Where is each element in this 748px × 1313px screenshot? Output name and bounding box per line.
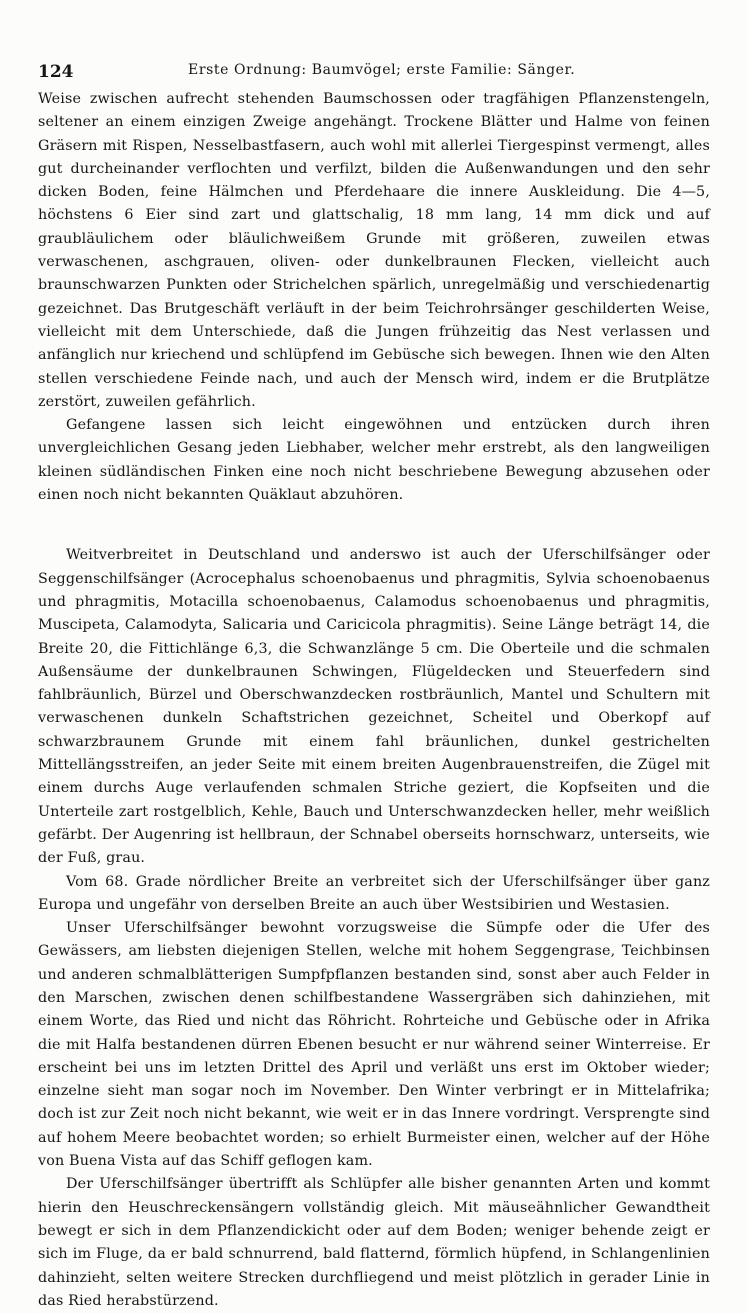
paragraph-distribution: Vom 68. Grade nördlicher Breite an verbreitet sich der Uferschilfsänger über ganz Europa und ungefähr von derselben Breite an auch über Westsibirien und Westasien. bbox=[38, 873, 710, 913]
paragraph-behaviour: Der Uferschilfsänger übertrifft als Schlüpfer alle bisher genannten Arten und kommt hierin den Heuschreckensängern vollständig gleich. Mit mäuseähnlicher Gewandtheit bewegt er sich in dem Pflanzendickicht oder auf dem Boden; weniger behende zeigt er sich im Fluge, da er bald schnurrend, bald flatternd, förmlich hüpfend, in Schlangenlinien dahinzieht, selten weitere Strecken durchfliegend und meist plötzlich in gerader Linie in das Ried herabstürzend. bbox=[38, 1176, 710, 1309]
paragraph-captivity: Gefangene lassen sich leicht eingewöhnen und entzücken durch ihren unvergleichlichen Gesang jeden Liebhaber, welcher mehr erstrebt, als den langweiligen kleinen südländischen Finken eine noch nicht beschriebene Bewegung abzusehen oder einen noch nicht bekannten Quäklaut abzuhören. bbox=[38, 417, 710, 504]
paragraph-description: Weitverbreitet in Deutschland und anderswo ist auch der Uferschilfsänger oder Seggenschilfsänger (Acrocephalus schoenobaenus und phragmitis, Sylvia schoenobaenus und phragmitis, Motacilla schoenobaenus, Calamodus schoenobaenus und phragmitis, Muscipeta, Calamodyta, Salicaria und Caricicola phragmitis). Seine Länge beträgt 14, die Breite 20, die Fittichlänge 6,3, die Schwanzlänge 5 cm. Die Oberteile und die schmalen Außensäume der dunkelbraunen Schwingen, Flügeldecken und Steuerfedern sind fahlbräunlich, Bürzel und Oberschwanzdecken rostbräunlich, Mantel und Schultern mit verwaschenen dunkeln Schaftstrichen gezeichnet, Scheitel und Oberkopf auf schwarzbraunem Grunde mit einem fahl bräunlichen, dunkel gestrichelten Mittellängsstreifen, an jeder Seite mit einem breiten Augenbrauenstreifen, die Zügel mit einem durchs Auge verlaufenden schmalen Striche geziert, die Kopfseiten und die Unterteile zart rostgelblich, Kehle, Bauch und Unterschwanzdecken heller, mehr weißlich gefärbt. Der Augenring ist hellbraun, der Schnabel oberseits hornschwarz, unterseits, wie der Fuß, grau. bbox=[38, 547, 710, 867]
paragraph-habitat: Unser Uferschilfsänger bewohnt vorzugsweise die Sümpfe oder die Ufer des Gewässers, am liebsten diejenigen Stellen, welche mit hohem Seggengrase, Teichbinsen und anderen schmalblätterigen Sumpfpflanzen bestanden sind, sonst aber auch Felder in den Marschen, zwischen denen schilfbestandene Wassergräben sich dahinziehen, mit einem Worte, das Ried und nicht das Röhricht. Rohrteiche und Gebüsche oder in Afrika die mit Halfa bestandenen dürren Ebenen besucht er nur während seiner Winterreise. Er erscheint bei uns im letzten Drittel des April und verläßt uns erst im Oktober wieder; einzelne sieht man sogar noch im November. Den Winter verbringt er in Mittelafrika; doch ist zur Zeit noch nicht bekannt, wie weit er in das Innere vordringt. Versprengte sind auf hohem Meere beobachtet worden; so erhielt Burmeister einen, welcher auf der Höhe von Buena Vista auf das Schiff geflogen kam. bbox=[38, 920, 710, 1170]
running-head: Erste Ordnung: Baumvögel; erste Familie: Sänger. bbox=[188, 62, 576, 78]
page-number: 124 bbox=[38, 62, 74, 82]
paragraph-nest-eggs: Weise zwischen aufrecht stehenden Baumschossen oder tragfähigen Pflanzenstengeln, seltener an einem einzigen Zweige angehängt. Trockene Blätter und Halme von feinen Gräsern mit Rispen, Nesselbastfasern, auch wohl mit allerlei Tiergespinst vermengt, alles gut durcheinander verflochten und verfilzt, bilden die Außenwandungen und den sehr dicken Boden, feine Hälmchen und Pferdehaare die innere Auskleidung. Die 4—5, höchstens 6 Eier sind zart und glattschalig, 18 mm lang, 14 mm dick und auf graubläulichem oder bläulichweißem Grunde mit größeren, zuweilen etwas verwaschenen, aschgrauen, oliven- oder dunkelbraunen Flecken, vielleicht auch braunschwarzen Punkten oder Strichelchen spärlich, unregelmäßig und verschiedenartig gezeichnet. Das Brutgeschäft verläuft in der beim Teichrohrsänger geschilderten Weise, vielleicht mit dem Unterschiede, daß die Jungen frühzeitig das Nest verlassen und anfänglich nur kriechend und schlüpfend im Gebüsche sich bewegen. Ihnen wie den Alten stellen verschiedene Feinde nach, und auch der Mensch wird, indem er die Brutplätze zerstört, zuweilen gefährlich. bbox=[38, 91, 710, 410]
page-header bbox=[38, 62, 710, 86]
body-text bbox=[38, 88, 710, 1313]
